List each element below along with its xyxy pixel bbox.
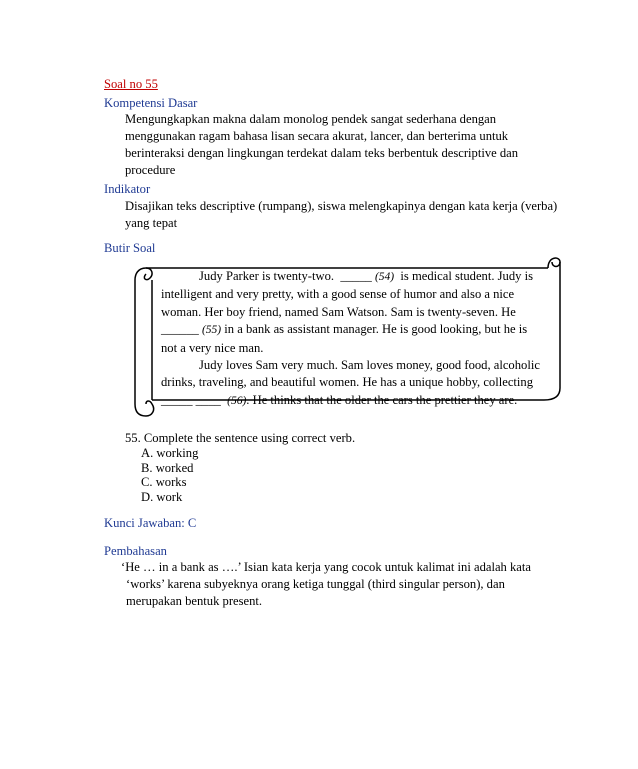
options-list — [141, 446, 198, 504]
pembahasan-line: ‘He … in a bank as ….’ Isian kata kerja yang cocok untuk kalimat ini adalah kata — [121, 560, 531, 574]
passage-line-7: drinks, traveling, and beautiful women. He has a unique hobby, collecting — [161, 375, 534, 390]
blank-54: _____ — [340, 269, 372, 283]
answer-key: Kunci Jawaban: C — [104, 516, 197, 530]
pembahasan-heading: Pembahasan — [104, 544, 167, 558]
soal-number: Soal no 55 — [104, 77, 158, 91]
passage-line-8 — [161, 392, 540, 410]
blank-number-56: (56) — [227, 394, 247, 407]
option-d: D. work — [141, 489, 183, 504]
passage-text: in a bank as assistant manager. He is good looking, but he is — [224, 322, 528, 337]
kompetensi-line: Mengungkapkan makna dalam monolog pendek sangat sederhana dengan — [125, 112, 497, 126]
blank-number-54: (54) — [374, 271, 395, 283]
pembahasan-text — [121, 559, 531, 610]
passage-line-5: not a very nice man. — [161, 340, 264, 355]
passage-text: Judy Parker is twenty-two. — [199, 269, 335, 283]
question-text: 55. Complete the sentence using correct verb. — [125, 431, 356, 445]
option-c: C. works — [141, 475, 187, 490]
indikator-line: yang tepat — [125, 216, 178, 230]
passage-line-4 — [161, 321, 540, 339]
passage-text: is medical student. Judy is — [400, 269, 533, 283]
passage-text: . He thinks that the older the cars the prettier they are. — [246, 392, 518, 407]
indikator-heading: Indikator — [104, 182, 151, 196]
indikator-line: Disajikan teks descriptive (rumpang), siswa melengkapinya dengan kata kerja (verba) — [125, 199, 558, 213]
blank-number-55: (55) — [201, 324, 222, 337]
kompetensi-heading: Kompetensi Dasar — [104, 96, 198, 110]
kompetensi-line: procedure — [125, 163, 176, 177]
passage-line-6 — [161, 357, 540, 374]
butir-heading: Butir Soal — [104, 241, 156, 255]
passage-line-3: woman. Her boy friend, named Sam Watson. Sam is twenty-seven. He — [161, 304, 516, 319]
passage-line-2: intelligent and very pretty, with a good sense of humor and also a nice — [161, 287, 515, 302]
blank-56: _____ ____ — [161, 392, 221, 407]
option-b: B. worked — [141, 460, 194, 475]
passage-line-1 — [161, 268, 540, 286]
pembahasan-line: merupakan bentuk present. — [126, 594, 263, 608]
option-a: A. working — [141, 446, 199, 460]
passage-text: Judy loves Sam very much. Sam loves money, good food, alcoholic — [199, 358, 540, 373]
pembahasan-line: ‘works’ karena subyeknya orang ketiga tunggal (third singular person), dan — [126, 577, 505, 591]
kompetensi-line: menggunakan ragam bahasa lisan secara akurat, lancer, dan berterima untuk — [125, 129, 509, 143]
kompetensi-line: berinteraksi dengan lingkungan terdekat dalam teks berbentuk descriptive dan — [125, 146, 519, 160]
passage — [161, 268, 540, 410]
blank-55: ______ — [161, 322, 199, 337]
